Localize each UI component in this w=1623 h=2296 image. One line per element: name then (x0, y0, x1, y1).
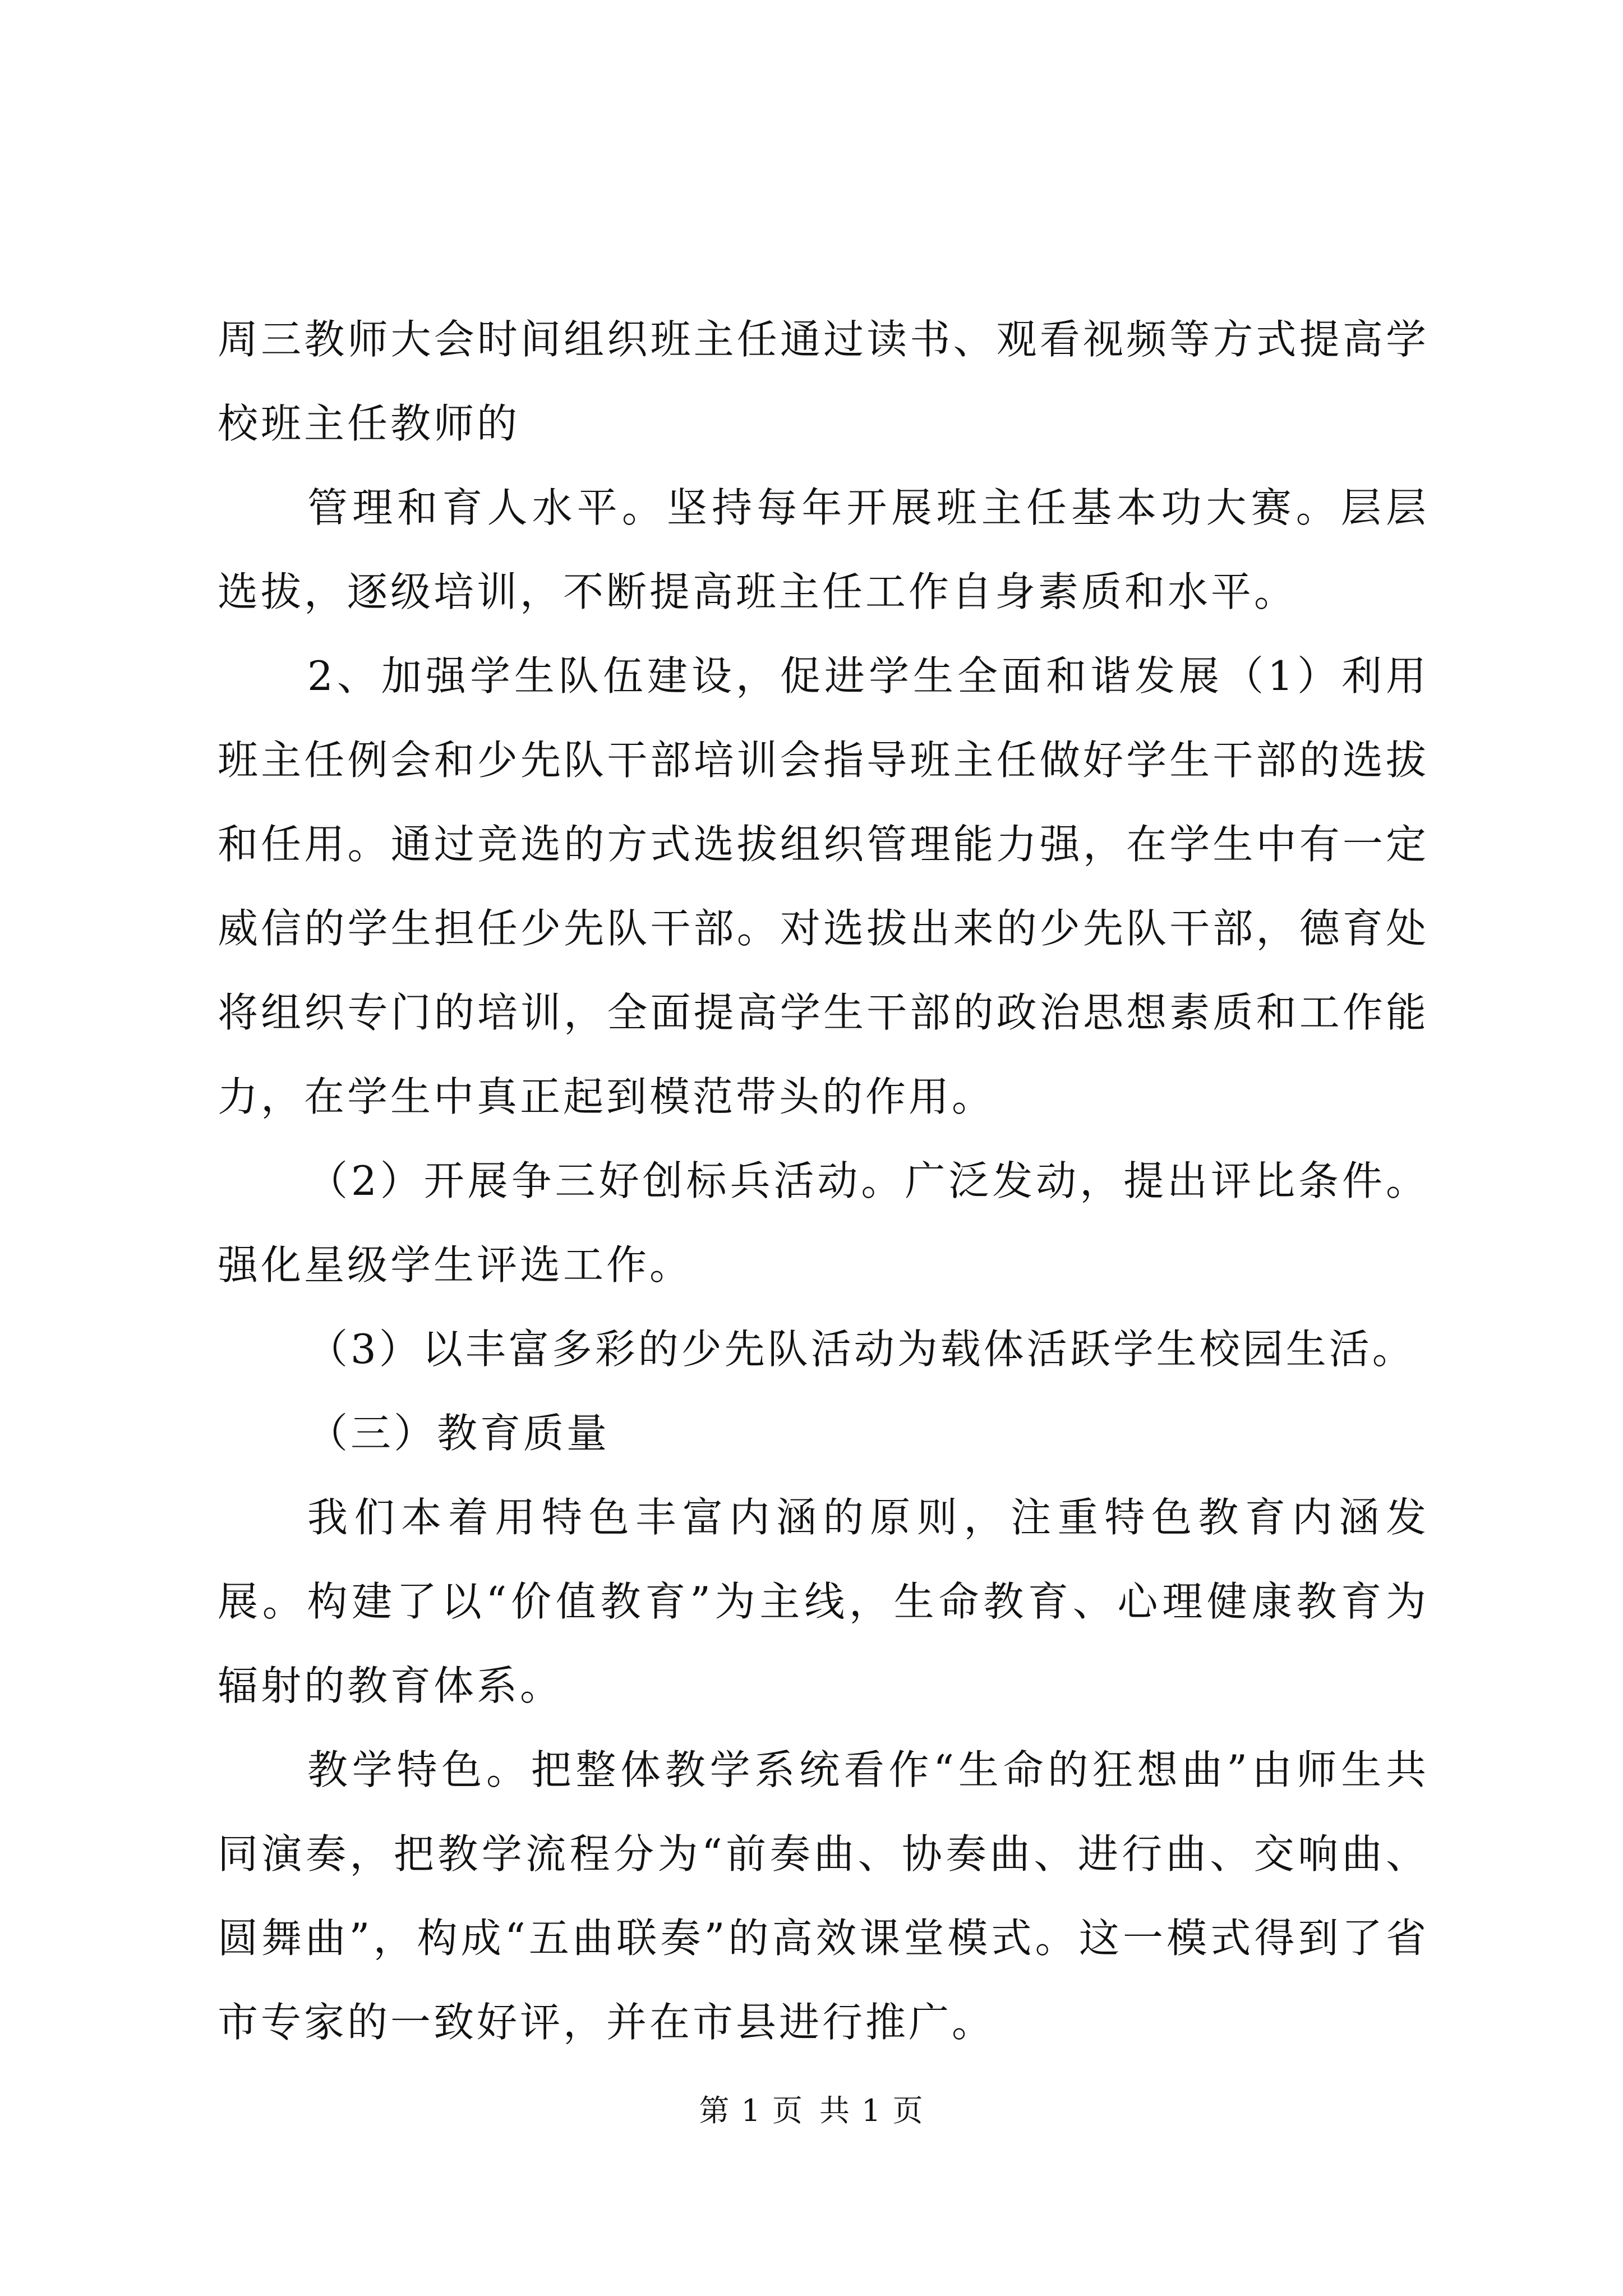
page-number: 第 1 页 (699, 2093, 804, 2128)
paragraph-7: 我们本着用特色丰富内涵的原则，注重特色教育内涵发展。构建了以“价值教育”为主线，生命教育、心理健康教育为辐射的教育体系。 (218, 1494, 1429, 1709)
paragraph-4: （2）开展争三好创标兵活动。广泛发动，提出评比条件。强化星级学生评选工作。 (218, 1157, 1429, 1289)
document-body (218, 297, 1429, 2064)
paragraph-2: 管理和育人水平。坚持每年开展班主任基本功大赛。层层选拔，逐级培训，不断提高班主任工作自身素质和水平。 (218, 484, 1429, 615)
page-footer (0, 2091, 1623, 2131)
section-heading: （三）教育质量 (307, 1410, 610, 1457)
paragraph-1: 周三教师大会时间组织班主任通过读书、观看视频等方式提高学校班主任教师的 (218, 316, 1429, 447)
paragraph-8: 教学特色。把整体教学系统看作“生命的狂想曲”由师生共同演奏，把教学流程分为“前奏曲、协奏曲、进行曲、交响曲、圆舞曲”，构成“五曲联奏”的高效课堂模式。这一模式得到了省市专家的一致好评，并在市县进行推广。 (218, 1746, 1429, 2046)
paragraph-3: 2、加强学生队伍建设，促进学生全面和谐发展（1）利用班主任例会和少先队干部培训会指导班主任做好学生干部的选拔和任用。通过竞选的方式选拔组织管理能力强，在学生中有一定威信的学生担任少先队干部。对选拔出来的少先队干部，德育处将组织专门的培训，全面提高学生干部的政治思想素质和工作能力，在学生中真正起到模范带头的作用。 (218, 652, 1429, 1120)
page-total: 共 1 页 (819, 2093, 924, 2128)
paragraph-5: （3）以丰富多彩的少先队活动为载体活跃学生校园生活。 (307, 1326, 1415, 1373)
